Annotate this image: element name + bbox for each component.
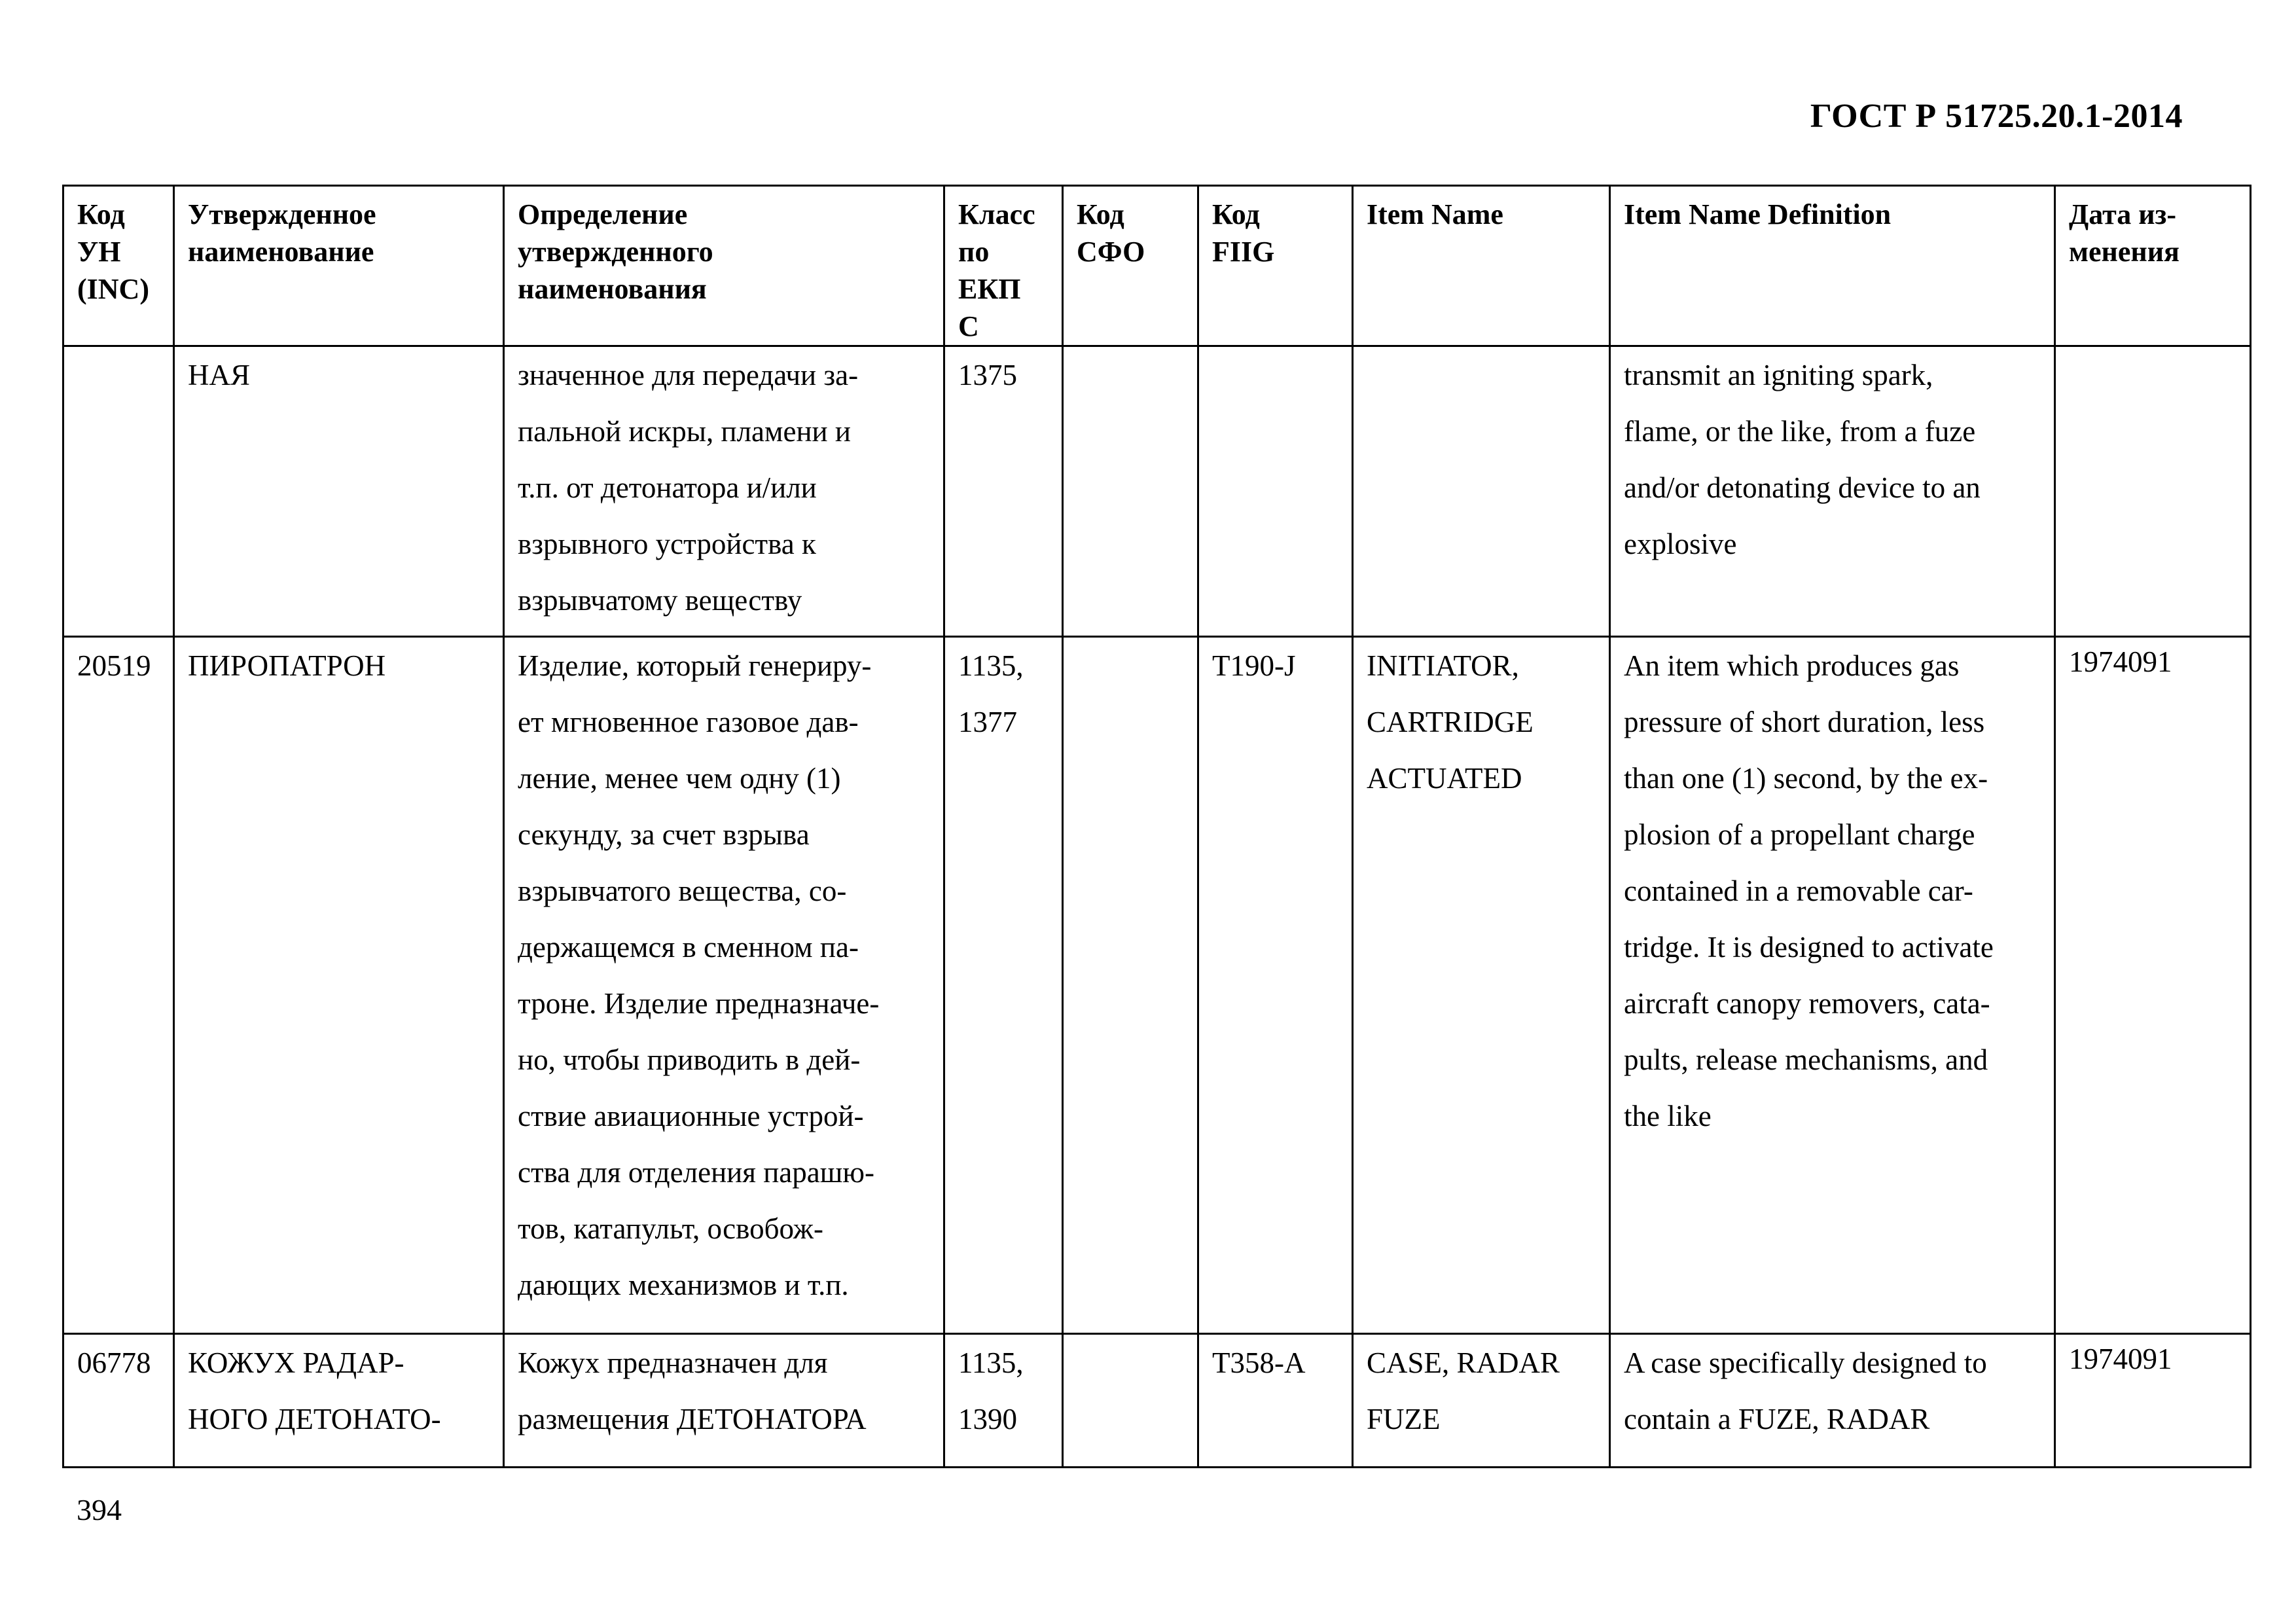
- table-row: [63, 637, 2251, 1334]
- change-date-cell: 1974091: [2055, 1334, 2251, 1468]
- sfo-cell: [1063, 346, 1198, 637]
- col-header-item-name: Item Name: [1353, 186, 1610, 346]
- col-header-change-date: Дата из- менения: [2055, 186, 2251, 346]
- inc-cell: [63, 346, 174, 637]
- col-header-item-name-definition: Item Name Definition: [1610, 186, 2055, 346]
- inc-cell: 20519: [63, 637, 174, 1334]
- col-header-approved-name: Утвержденное наименование: [174, 186, 504, 346]
- table-row: [63, 346, 2251, 637]
- definition-cell: Изделие, который генериру- ет мгновенное газовое дав- ление, менее чем одну (1) секунду, за счет взрыва взрывчатого вещества, со- держащемся в сменном па- троне. Изделие предназначе- но, чтобы приводить в дей- ствие авиационные устрой- ства для отделения парашю- тов, катапульт, освобож- дающих механизмов и т.п.: [504, 637, 944, 1334]
- change-date-cell: 1974091: [2055, 637, 2251, 1334]
- approved-name-cell: ПИРОПАТРОН: [174, 637, 504, 1334]
- approved-name-cell: НАЯ: [174, 346, 504, 637]
- definition-cell: значенное для передачи за- пальной искры, пламени и т.п. от детонатора и/или взрывного устройства к взрывчатому веществу: [504, 346, 944, 637]
- fiig-cell: T190-J: [1198, 637, 1353, 1334]
- col-header-sfo: Код СФО: [1063, 186, 1198, 346]
- col-header-inc: Код УН (INC): [63, 186, 174, 346]
- item-name-cell: [1353, 346, 1610, 637]
- classification-table: [62, 185, 2251, 1468]
- definition-cell: Кожух предназначен для размещения ДЕТОНАТОРА: [504, 1334, 944, 1468]
- sfo-cell: [1063, 1334, 1198, 1468]
- standard-code: ГОСТ Р 51725.20.1-2014: [1810, 98, 2183, 135]
- fiig-cell: T358-A: [1198, 1334, 1353, 1468]
- table-row: [63, 1334, 2251, 1468]
- class-cell: 1375: [944, 346, 1063, 637]
- class-cell: 1135, 1390: [944, 1334, 1063, 1468]
- change-date-cell: [2055, 346, 2251, 637]
- col-header-class: Класс по ЕКП С: [944, 186, 1063, 346]
- approved-name-cell: КОЖУХ РАДАР- НОГО ДЕТОНАТО-: [174, 1334, 504, 1468]
- table-header-row: [63, 186, 2251, 346]
- col-header-fiig: Код FIIG: [1198, 186, 1353, 346]
- sfo-cell: [1063, 637, 1198, 1334]
- item-name-cell: CASE, RADAR FUZE: [1353, 1334, 1610, 1468]
- col-header-definition: Определение утвержденного наименования: [504, 186, 944, 346]
- item-name-cell: INITIATOR, CARTRIDGE ACTUATED: [1353, 637, 1610, 1334]
- item-definition-cell: An item which produces gas pressure of short duration, less than one (1) second, by the ex- plosion of a propellant charge contained in a removable car- tridge. It is designed to activate aircraft canopy removers, cata- pults, release mechanisms, and the like: [1610, 637, 2055, 1334]
- inc-cell: 06778: [63, 1334, 174, 1468]
- item-definition-cell: transmit an igniting spark, flame, or the like, from a fuze and/or detonating device to an explosive: [1610, 346, 2055, 637]
- page-number: 394: [77, 1493, 122, 1526]
- item-definition-cell: A case specifically designed to contain a FUZE, RADAR: [1610, 1334, 2055, 1468]
- fiig-cell: [1198, 346, 1353, 637]
- class-cell: 1135, 1377: [944, 637, 1063, 1334]
